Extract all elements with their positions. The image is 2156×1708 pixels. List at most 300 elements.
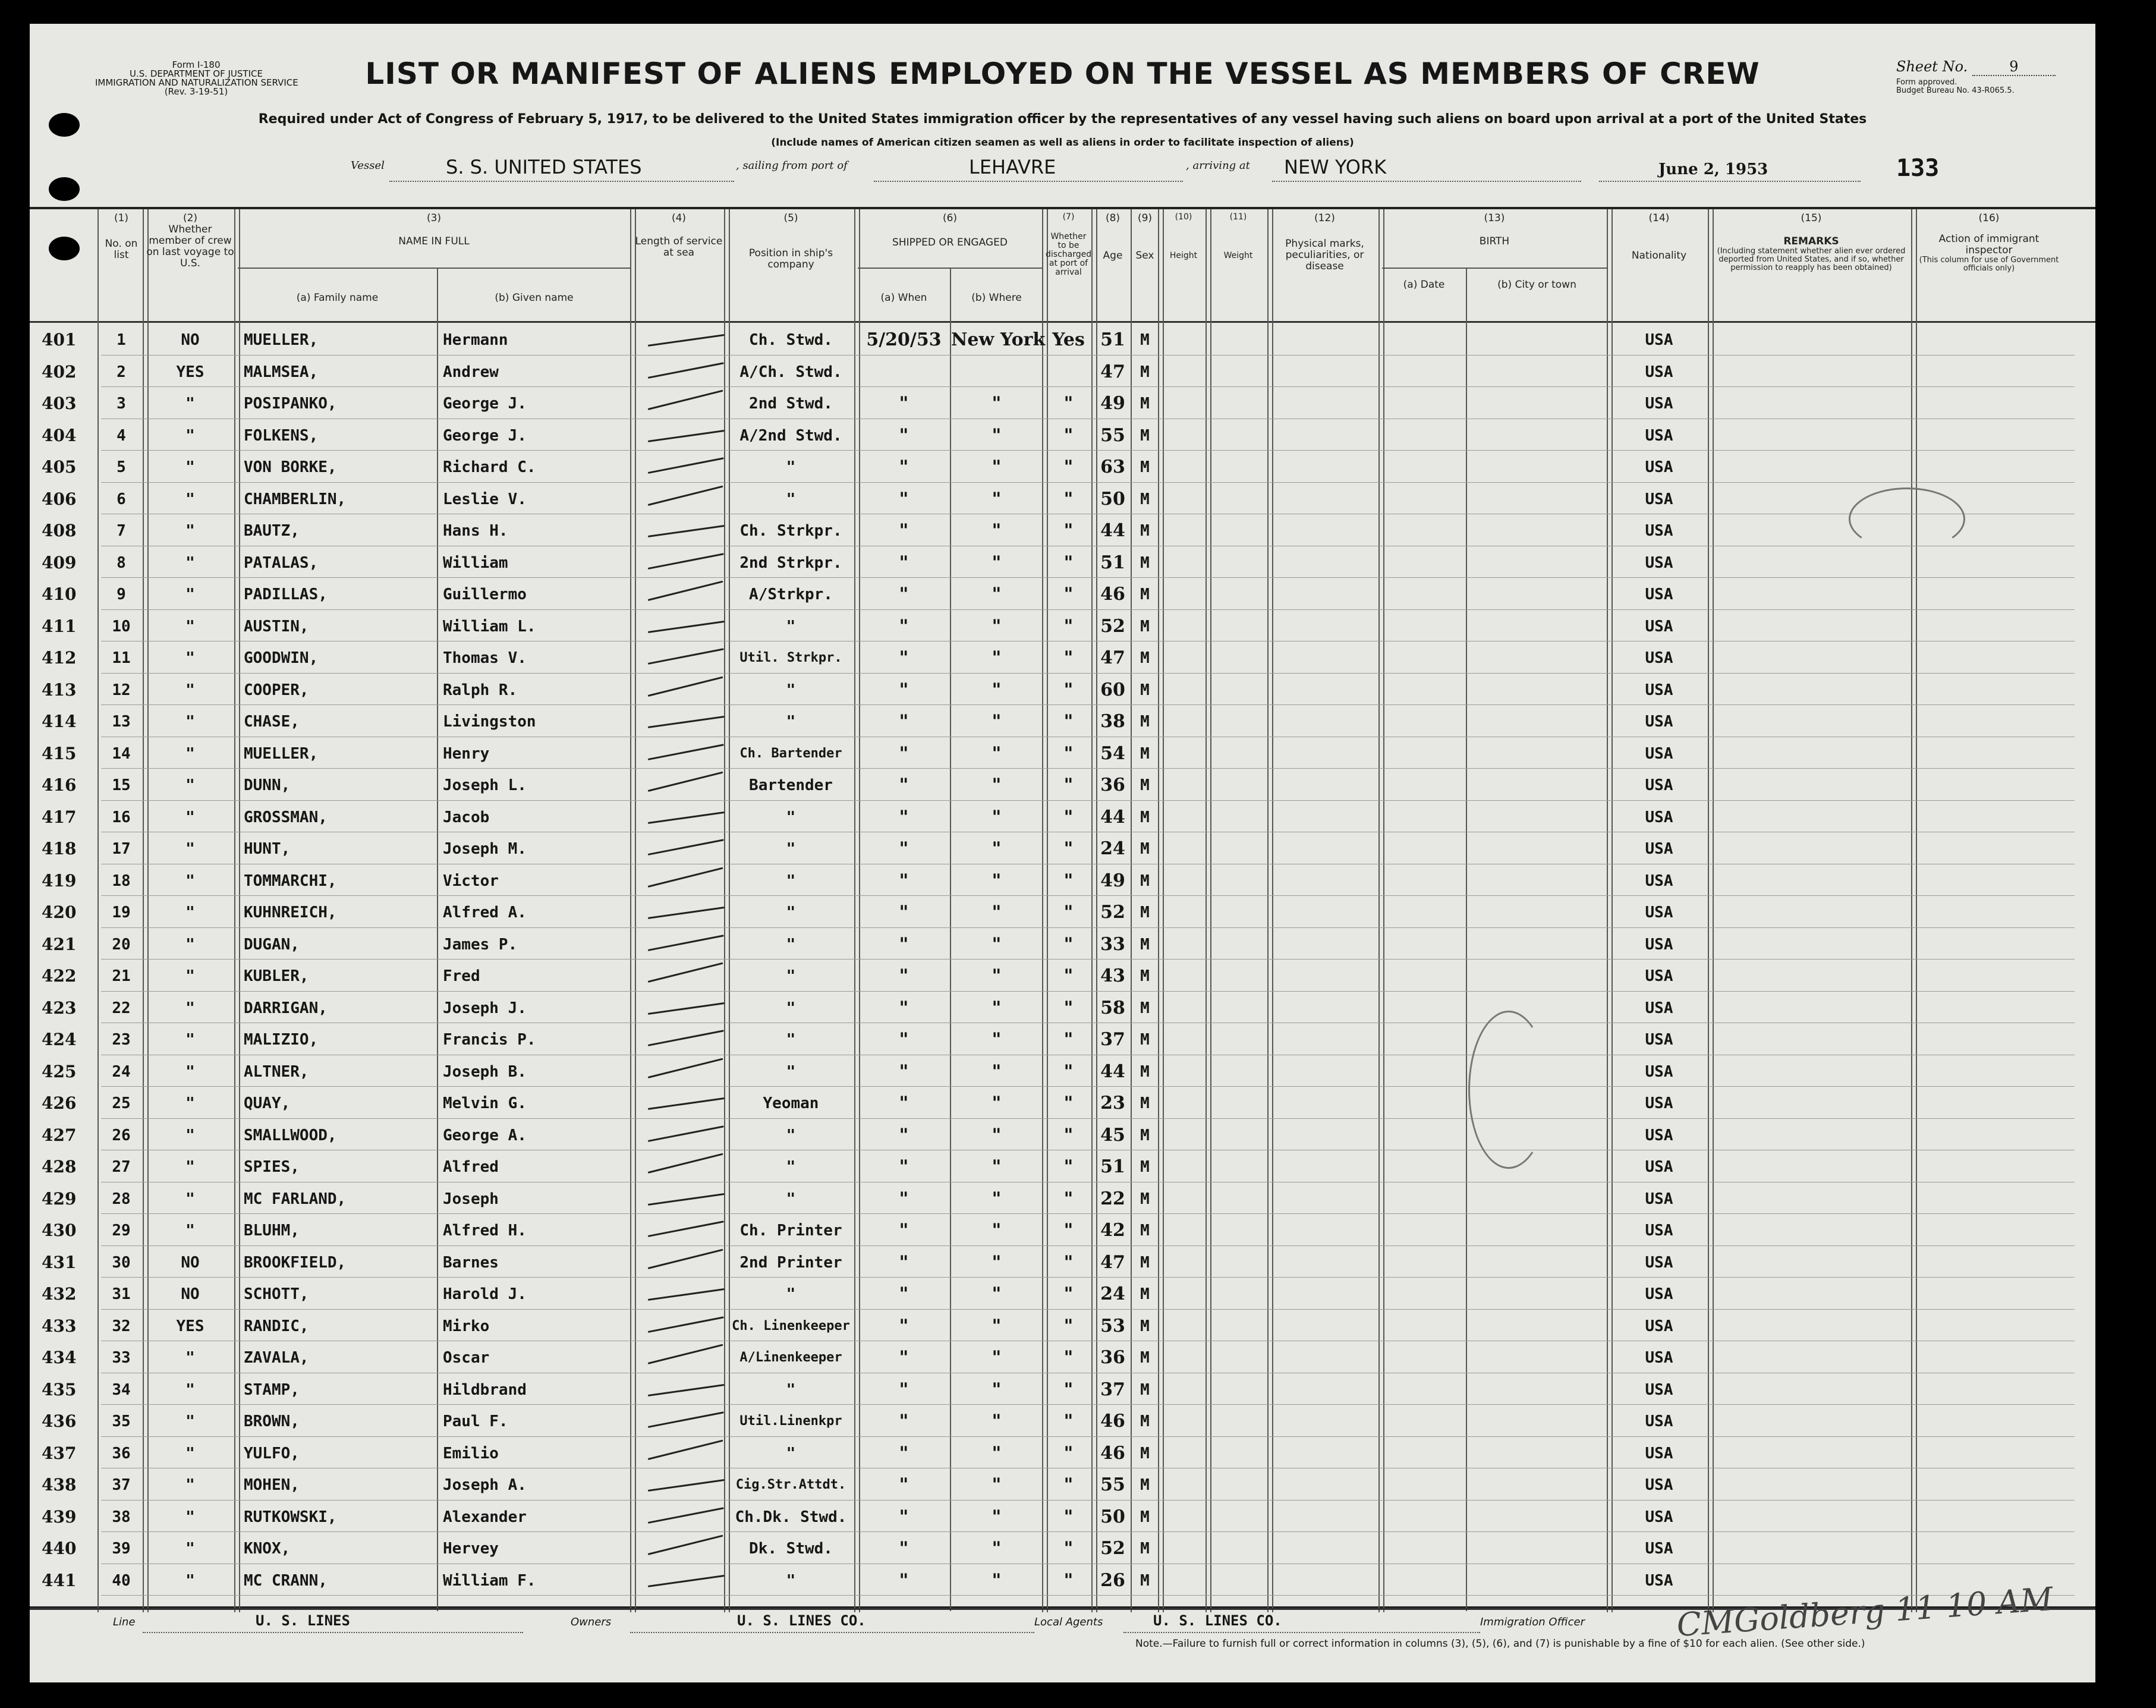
row-number: 21 xyxy=(112,967,131,985)
row-discharged: " xyxy=(1063,1569,1074,1591)
row-age: 49 xyxy=(1100,870,1125,891)
row-nationality: USA xyxy=(1645,1190,1673,1208)
row-given-name: Leslie V. xyxy=(443,490,527,508)
row-number: 22 xyxy=(112,999,131,1017)
arrival-date: June 2, 1953 xyxy=(1658,161,1768,178)
col-divider xyxy=(1466,268,1467,1611)
row-age: 24 xyxy=(1100,1284,1125,1304)
row-last-voyage: " xyxy=(185,1444,195,1462)
row-discharged: " xyxy=(1063,552,1074,573)
row-last-voyage: " xyxy=(185,1413,195,1430)
row-ref: 411 xyxy=(42,616,77,636)
row-when: " xyxy=(899,1124,909,1146)
row-given-name: Alfred A. xyxy=(443,904,527,921)
row-discharged: " xyxy=(1063,424,1074,446)
row-number: 4 xyxy=(117,426,126,445)
row-last-voyage: " xyxy=(185,490,195,508)
approved-line-1: Form approved. xyxy=(1896,78,1957,87)
row-given-name: Joseph L. xyxy=(443,776,527,794)
row-where: " xyxy=(992,615,1002,637)
col5-header xyxy=(728,213,854,270)
col10-title: Height xyxy=(1169,251,1198,260)
row-where: New York xyxy=(951,329,1046,350)
row-sex: M xyxy=(1140,586,1150,603)
row-discharged: " xyxy=(1063,647,1074,668)
row-number: 35 xyxy=(112,1413,131,1430)
row-number: 10 xyxy=(112,617,131,636)
col3b-header: (b) Given name xyxy=(495,292,574,304)
row-given-name: William F. xyxy=(443,1571,536,1590)
col2-num: (2) xyxy=(182,212,198,224)
row-family-name: KUHNREICH, xyxy=(244,904,337,921)
row-discharged: " xyxy=(1063,870,1074,891)
row-when: " xyxy=(899,552,909,573)
row-position: Ch. Stwd. xyxy=(749,331,833,349)
row-given-name: Paul F. xyxy=(443,1413,508,1430)
row-where: " xyxy=(992,488,1002,509)
arriving-label: , arriving at xyxy=(1186,159,1250,172)
row-given-name: Ralph R. xyxy=(443,681,518,699)
row-discharged: " xyxy=(1063,1347,1074,1368)
row-family-name: MUELLER, xyxy=(244,744,319,763)
row-nationality: USA xyxy=(1645,681,1673,699)
row-when: " xyxy=(899,870,909,891)
row-when: " xyxy=(899,1220,909,1241)
row-age: 54 xyxy=(1100,743,1125,764)
row-nationality: USA xyxy=(1645,1540,1673,1558)
row-family-name: DUGAN, xyxy=(244,935,300,954)
approved-line-2: Budget Bureau No. 43-R065.5. xyxy=(1896,86,2015,95)
row-number: 32 xyxy=(112,1317,131,1335)
row-age: 38 xyxy=(1100,711,1125,732)
col14-num: (14) xyxy=(1648,212,1670,224)
row-age: 44 xyxy=(1100,806,1125,828)
row-position: Ch. Bartender xyxy=(739,746,842,761)
col-divider xyxy=(234,209,240,1612)
row-rule xyxy=(101,1277,2075,1278)
row-last-voyage: " xyxy=(185,586,195,603)
row-ref: 432 xyxy=(42,1284,77,1304)
row-position: " xyxy=(786,1126,796,1144)
sheet-number xyxy=(1896,58,2056,76)
row-sex: M xyxy=(1140,808,1150,826)
row-sex: M xyxy=(1140,1062,1150,1081)
row-when: " xyxy=(899,775,909,795)
row-number: 1 xyxy=(117,331,126,349)
row-ref: 424 xyxy=(42,1030,77,1049)
row-where: " xyxy=(992,997,1002,1018)
port-to: NEW YORK xyxy=(1284,156,1387,178)
row-ref: 441 xyxy=(42,1570,77,1590)
row-age: 23 xyxy=(1100,1093,1125,1113)
row-sex: M xyxy=(1140,395,1150,413)
row-number: 13 xyxy=(112,713,131,731)
row-age: 24 xyxy=(1100,838,1125,859)
row-position: 2nd Printer xyxy=(739,1253,842,1272)
row-nationality: USA xyxy=(1645,1253,1673,1272)
row-family-name: COOPER, xyxy=(244,681,309,699)
row-where: " xyxy=(992,965,1002,986)
agents-label: Local Agents xyxy=(1034,1616,1103,1628)
row-position: " xyxy=(786,1158,796,1176)
row-rule xyxy=(101,1213,2075,1214)
row-sex: M xyxy=(1140,458,1150,476)
row-when: " xyxy=(899,743,909,764)
row-when: " xyxy=(899,711,909,732)
row-where: " xyxy=(992,711,1002,732)
row-when: " xyxy=(899,1442,909,1464)
row-when: " xyxy=(899,1284,909,1304)
row-rule xyxy=(101,800,2075,801)
col9-num: (9) xyxy=(1137,212,1153,224)
col16-header xyxy=(1915,213,2063,273)
row-age: 55 xyxy=(1100,424,1125,446)
row-given-name: Hans H. xyxy=(443,522,508,540)
punch-hole xyxy=(49,177,80,201)
row-position: " xyxy=(786,935,796,954)
row-given-name: Livingston xyxy=(443,713,536,731)
row-position: Util. Strkpr. xyxy=(739,650,842,665)
row-last-voyage: " xyxy=(185,967,195,985)
col1-title: No. on list xyxy=(105,238,138,261)
row-age: 60 xyxy=(1100,679,1125,700)
row-age: 63 xyxy=(1100,457,1125,477)
row-position: 2nd Strkpr. xyxy=(739,553,842,572)
row-given-name: Mirko xyxy=(443,1317,490,1335)
col14-header xyxy=(1610,213,1708,262)
row-last-voyage: " xyxy=(185,649,195,667)
row-number: 27 xyxy=(112,1158,131,1176)
row-nationality: USA xyxy=(1645,553,1673,572)
row-when: " xyxy=(899,997,909,1018)
row-sex: M xyxy=(1140,553,1150,572)
col-divider xyxy=(1158,209,1164,1612)
row-number: 30 xyxy=(112,1253,131,1272)
row-number: 19 xyxy=(112,904,131,921)
row-family-name: KNOX, xyxy=(244,1540,291,1558)
row-position: A/Strkpr. xyxy=(749,586,833,603)
row-sex: M xyxy=(1140,840,1150,858)
row-ref: 420 xyxy=(42,902,77,922)
row-rule xyxy=(101,386,2075,387)
page-number-stamp: 133 xyxy=(1896,155,1940,182)
row-nationality: USA xyxy=(1645,1476,1673,1494)
form-number: Form I-180 xyxy=(172,59,221,70)
row-number: 6 xyxy=(117,490,126,508)
row-sex: M xyxy=(1140,522,1150,540)
row-family-name: MOHEN, xyxy=(244,1476,300,1494)
row-number: 7 xyxy=(117,522,126,540)
department: U.S. DEPARTMENT OF JUSTICE xyxy=(130,68,263,79)
row-sex: M xyxy=(1140,1190,1150,1208)
row-ref: 436 xyxy=(42,1411,77,1431)
col13-title: BIRTH xyxy=(1479,235,1510,247)
row-discharged: " xyxy=(1063,679,1074,700)
row-where: " xyxy=(992,870,1002,891)
row-number: 34 xyxy=(112,1380,131,1399)
col6-title: SHIPPED OR ENGAGED xyxy=(892,237,1008,249)
row-nationality: USA xyxy=(1645,872,1673,890)
row-family-name: TOMMARCHI, xyxy=(244,872,337,890)
row-family-name: MALIZIO, xyxy=(244,1031,319,1049)
row-when: " xyxy=(899,1061,909,1082)
col-divider xyxy=(1206,209,1211,1612)
row-position: " xyxy=(786,840,796,858)
row-ref: 412 xyxy=(42,648,77,668)
row-last-voyage: " xyxy=(185,426,195,445)
line-value: U. S. LINES xyxy=(256,1612,350,1629)
row-sex: M xyxy=(1140,1222,1150,1240)
row-when: " xyxy=(899,965,909,986)
line-label: Line xyxy=(113,1616,136,1628)
row-position: " xyxy=(786,1285,796,1303)
row-sex: M xyxy=(1140,872,1150,890)
vessel-underline xyxy=(389,181,734,182)
row-last-voyage: " xyxy=(185,999,195,1017)
row-given-name: Andrew xyxy=(443,363,499,381)
row-position: Yeoman xyxy=(763,1094,819,1112)
row-given-name: William L. xyxy=(443,617,536,636)
row-last-voyage: " xyxy=(185,395,195,413)
row-discharged: " xyxy=(1063,711,1074,732)
row-age: 52 xyxy=(1100,902,1125,923)
row-given-name: Emilio xyxy=(443,1444,499,1462)
row-family-name: AUSTIN, xyxy=(244,617,309,636)
row-discharged: " xyxy=(1063,902,1074,923)
row-nationality: USA xyxy=(1645,586,1673,603)
row-given-name: Henry xyxy=(443,744,490,763)
service: IMMIGRATION AND NATURALIZATION SERVICE xyxy=(95,77,298,88)
row-number: 36 xyxy=(112,1444,131,1462)
row-rule xyxy=(101,768,2075,769)
row-age: 36 xyxy=(1100,775,1125,795)
row-sex: M xyxy=(1140,776,1150,794)
row-family-name: RANDIC, xyxy=(244,1317,309,1335)
row-number: 12 xyxy=(112,681,131,699)
row-ref: 403 xyxy=(42,394,77,413)
row-when: " xyxy=(899,1156,909,1177)
row-sex: M xyxy=(1140,1444,1150,1462)
row-discharged: " xyxy=(1063,965,1074,986)
row-when: " xyxy=(899,838,909,859)
row-ref: 419 xyxy=(42,870,77,891)
row-sex: M xyxy=(1140,1349,1150,1367)
row-nationality: USA xyxy=(1645,1317,1673,1335)
row-when: " xyxy=(899,1411,909,1432)
row-position: A/2nd Stwd. xyxy=(739,426,842,445)
row-given-name: Victor xyxy=(443,872,499,890)
row-when: " xyxy=(899,806,909,828)
row-when: " xyxy=(899,1347,909,1368)
row-last-voyage: " xyxy=(185,744,195,763)
row-last-voyage: " xyxy=(185,808,195,826)
row-sex: M xyxy=(1140,999,1150,1017)
col4-header xyxy=(634,213,724,259)
row-number: 29 xyxy=(112,1222,131,1240)
row-ref: 431 xyxy=(42,1252,77,1272)
row-family-name: ALTNER, xyxy=(244,1062,309,1081)
row-nationality: USA xyxy=(1645,1094,1673,1112)
row-age: 42 xyxy=(1100,1220,1125,1241)
row-nationality: USA xyxy=(1645,1508,1673,1526)
row-family-name: SCHOTT, xyxy=(244,1285,309,1303)
col2-header xyxy=(146,213,234,269)
row-where: " xyxy=(992,1093,1002,1113)
row-position: Dk. Stwd. xyxy=(749,1540,833,1558)
row-when: 5/20/53 xyxy=(866,329,942,350)
row-given-name: Alfred xyxy=(443,1158,499,1176)
row-discharged: " xyxy=(1063,488,1074,509)
col-divider xyxy=(630,209,636,1612)
row-discharged: " xyxy=(1063,1029,1074,1050)
row-age: 50 xyxy=(1100,1506,1125,1527)
row-age: 37 xyxy=(1100,1379,1125,1400)
row-position: Ch.Dk. Stwd. xyxy=(735,1508,847,1526)
row-family-name: SMALLWOOD, xyxy=(244,1126,337,1144)
row-family-name: MC CRANN, xyxy=(244,1571,328,1590)
row-ref: 404 xyxy=(42,425,77,445)
row-family-name: DARRIGAN, xyxy=(244,999,328,1017)
row-sex: M xyxy=(1140,1508,1150,1526)
row-age: 22 xyxy=(1100,1188,1125,1209)
row-nationality: USA xyxy=(1645,776,1673,794)
row-position: " xyxy=(786,1380,796,1399)
row-family-name: BROWN, xyxy=(244,1413,300,1430)
row-age: 52 xyxy=(1100,615,1125,637)
row-nationality: USA xyxy=(1645,904,1673,921)
row-number: 31 xyxy=(112,1285,131,1303)
row-position: Bartender xyxy=(749,776,833,794)
row-discharged: " xyxy=(1063,1506,1074,1527)
row-position: 2nd Stwd. xyxy=(749,395,833,413)
row-where: " xyxy=(992,1061,1002,1082)
officer-label: Immigration Officer xyxy=(1480,1616,1585,1628)
row-where: " xyxy=(992,902,1002,923)
row-where: " xyxy=(992,457,1002,477)
row-rule xyxy=(101,450,2075,451)
row-ref: 415 xyxy=(42,743,77,763)
col10-header xyxy=(1162,213,1206,260)
col12-num: (12) xyxy=(1314,212,1335,224)
row-nationality: USA xyxy=(1645,1158,1673,1176)
row-discharged: Yes xyxy=(1052,329,1085,350)
row-rule xyxy=(101,609,2075,610)
row-age: 33 xyxy=(1100,933,1125,955)
row-sex: M xyxy=(1140,1158,1150,1176)
col13-num: (13) xyxy=(1484,212,1505,224)
row-nationality: USA xyxy=(1645,363,1673,381)
row-last-voyage: NO xyxy=(181,331,200,349)
row-sex: M xyxy=(1140,744,1150,763)
col-divider xyxy=(1267,209,1273,1612)
row-nationality: USA xyxy=(1645,522,1673,540)
row-position: " xyxy=(786,904,796,921)
row-ref: 439 xyxy=(42,1506,77,1527)
row-number: 14 xyxy=(112,744,131,763)
row-when: " xyxy=(899,902,909,923)
row-when: " xyxy=(899,615,909,637)
sheet-value: 9 xyxy=(1972,58,2056,76)
col3-title: NAME IN FULL xyxy=(398,235,470,247)
row-age: 58 xyxy=(1100,997,1125,1018)
row-nationality: USA xyxy=(1645,935,1673,954)
row-where: " xyxy=(992,1538,1002,1559)
row-given-name: Joseph A. xyxy=(443,1476,527,1494)
row-where: " xyxy=(992,1474,1002,1495)
row-ref: 435 xyxy=(42,1379,77,1399)
row-age: 47 xyxy=(1100,1251,1125,1273)
punch-hole xyxy=(49,237,80,260)
row-position: " xyxy=(786,967,796,985)
col-divider xyxy=(1911,209,1917,1612)
row-position: " xyxy=(786,1062,796,1081)
col2-title: Whether member of crew on last voyage to U.S. xyxy=(146,224,234,269)
row-number: 33 xyxy=(112,1349,131,1367)
row-family-name: CHAMBERLIN, xyxy=(244,490,347,508)
row-where: " xyxy=(992,1315,1002,1336)
row-rule xyxy=(101,577,2075,578)
row-last-voyage: " xyxy=(185,713,195,731)
vessel-name: S. S. UNITED STATES xyxy=(446,156,642,178)
col12-header xyxy=(1271,213,1378,272)
row-last-voyage: " xyxy=(185,872,195,890)
row-sex: M xyxy=(1140,363,1150,381)
col14-title: Nationality xyxy=(1631,250,1687,262)
row-discharged: " xyxy=(1063,806,1074,828)
row-sex: M xyxy=(1140,426,1150,445)
row-where: " xyxy=(992,1442,1002,1464)
row-family-name: FOLKENS, xyxy=(244,426,319,445)
row-number: 37 xyxy=(112,1476,131,1494)
row-rule xyxy=(101,991,2075,992)
row-ref: 402 xyxy=(42,361,77,382)
row-last-voyage: " xyxy=(185,1540,195,1558)
col15-note: (Including statement whether alien ever ordered deported from United States, and if so, whether permission to reapply has been obtained) xyxy=(1717,247,1906,272)
row-given-name: Jacob xyxy=(443,808,490,826)
col13b-header: (b) City or town xyxy=(1497,279,1576,291)
row-sex: M xyxy=(1140,1317,1150,1335)
row-nationality: USA xyxy=(1645,744,1673,763)
row-family-name: BAUTZ, xyxy=(244,522,300,540)
row-given-name: Richard C. xyxy=(443,458,536,476)
row-last-voyage: " xyxy=(185,522,195,540)
row-sex: M xyxy=(1140,713,1150,731)
col15-num: (15) xyxy=(1801,212,1822,224)
row-nationality: USA xyxy=(1645,458,1673,476)
manifest-page xyxy=(30,24,2095,1682)
row-last-voyage: " xyxy=(185,1380,195,1399)
row-rule xyxy=(101,1118,2075,1119)
row-sex: M xyxy=(1140,617,1150,636)
row-nationality: USA xyxy=(1645,713,1673,731)
row-where: " xyxy=(992,1347,1002,1368)
row-given-name: William xyxy=(443,553,508,572)
row-given-name: Alexander xyxy=(443,1508,527,1526)
row-nationality: USA xyxy=(1645,395,1673,413)
col1-header xyxy=(97,213,145,261)
row-discharged: " xyxy=(1063,1315,1074,1336)
row-where: " xyxy=(992,584,1002,605)
row-sex: M xyxy=(1140,1126,1150,1144)
row-family-name: BLUHM, xyxy=(244,1222,300,1240)
row-discharged: " xyxy=(1063,1379,1074,1400)
row-age: 46 xyxy=(1100,1442,1125,1464)
row-nationality: USA xyxy=(1645,1444,1673,1462)
row-nationality: USA xyxy=(1645,1062,1673,1081)
row-when: " xyxy=(899,488,909,509)
row-discharged: " xyxy=(1063,1474,1074,1495)
row-sex: M xyxy=(1140,1571,1150,1590)
